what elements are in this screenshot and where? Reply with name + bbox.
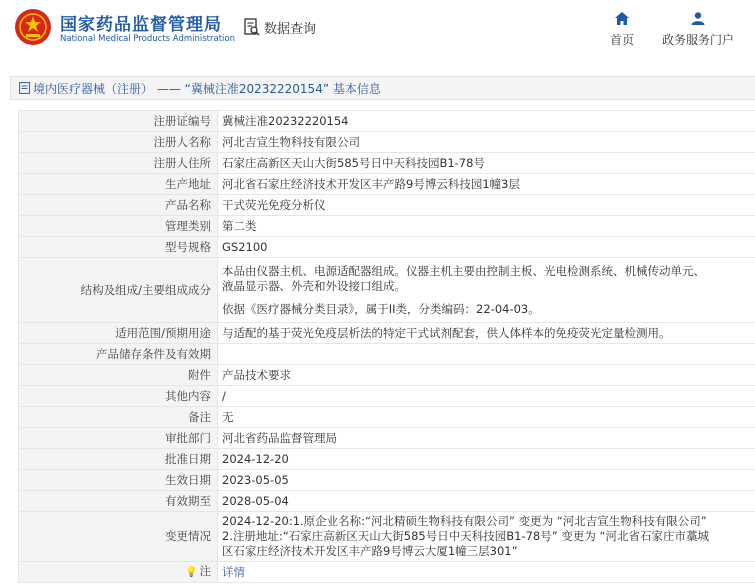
value-registrant-addr: 石家庄高新区天山大街585号日中天科技园B1-78号 [218, 153, 755, 174]
row-registrant [19, 132, 755, 153]
label-prod-addr: 生产地址 [19, 174, 218, 195]
value-product-name: 干式荧光免疫分析仪 [218, 195, 755, 216]
user-icon [691, 12, 705, 25]
structure-line-2: 液晶显示器、外壳和外设接口组成。 [222, 278, 406, 293]
site-title[interactable]: 国家药品监督管理局 [60, 15, 222, 35]
value-mgmt-class: 第二类 [218, 216, 755, 237]
data-query-label: 数据查询 [264, 21, 317, 37]
change-line-1: 2024-12-20:1.原企业名称:“河北精硕生物科技有限公司” 变更为 “河北吉宣生物科技有限公司” [222, 514, 707, 528]
search-doc-icon [244, 18, 260, 36]
value-model: GS2100 [218, 237, 755, 258]
label-other: 其他内容 [19, 386, 218, 407]
row-other [19, 386, 755, 407]
value-dept: 河北省药品监督管理局 [218, 428, 755, 449]
row-approve-date [19, 449, 755, 470]
nav-gov-label: 政务服务门户 [661, 33, 734, 47]
value-effective-date: 2023-05-05 [218, 470, 755, 491]
label-remark: 备注 [19, 407, 218, 428]
label-dept: 审批部门 [19, 428, 218, 449]
label-approve-date: 批准日期 [19, 449, 218, 470]
value-reg-no: 冀械注准20232220154 [218, 111, 755, 132]
row-scope [19, 323, 755, 344]
value-registrant: 河北吉宣生物科技有限公司 [218, 132, 755, 153]
value-prod-addr: 河北省石家庄经济技术开发区丰产路9号博云科技园1幢3层 [218, 174, 755, 195]
breadcrumb [10, 76, 755, 100]
structure-line-3: 依据《医疗器械分类目录》，属于II类，分类编码：22-04-03。 [222, 301, 540, 316]
national-emblem-icon [14, 8, 52, 46]
site-header [0, 0, 755, 68]
document-icon [19, 82, 30, 94]
breadcrumb-text: 境内医疗器械（注册） —— “冀械注准20232220154” 基本信息 [33, 81, 381, 96]
value-attachment: 产品技术要求 [218, 365, 755, 386]
row-mgmt-class [19, 216, 755, 237]
row-attachment [19, 365, 755, 386]
value-other: / [218, 386, 755, 407]
row-structure [19, 258, 755, 323]
value-expiry-date: 2028-05-04 [218, 491, 755, 512]
row-storage [19, 344, 755, 365]
label-note [19, 562, 218, 583]
label-effective-date: 生效日期 [19, 470, 218, 491]
value-approve-date: 2024-12-20 [218, 449, 755, 470]
label-structure: 结构及组成/主要组成成分 [19, 258, 218, 323]
bulb-icon: 💡 [185, 567, 198, 578]
label-model: 型号规格 [19, 237, 218, 258]
change-line-2: 2.注册地址:“石家庄高新区天山大街585号日中天科技园B1-78号” 变更为 “河北省石家庄市藁城 [222, 529, 709, 543]
row-note [19, 562, 755, 583]
label-registrant: 注册人名称 [19, 132, 218, 153]
nav-home-label: 首页 [609, 33, 634, 47]
row-reg-no [19, 111, 755, 132]
row-prod-addr [19, 174, 755, 195]
row-model [19, 237, 755, 258]
label-reg-no: 注册证编号 [19, 111, 218, 132]
site-title-en: National Medical Products Administration [60, 34, 235, 44]
label-storage: 产品储存条件及有效期 [19, 344, 218, 365]
row-expiry-date [19, 491, 755, 512]
change-line-3: 区石家庄经济技术开发区丰产路9号博云大厦1幢三层301” [222, 544, 518, 558]
label-scope: 适用范围/预期用途 [19, 323, 218, 344]
value-structure [218, 258, 755, 323]
label-expiry-date: 有效期至 [19, 491, 218, 512]
row-change [19, 512, 755, 562]
row-dept [19, 428, 755, 449]
value-scope: 与适配的基于荧光免疫层析法的特定干式试剂配套，供人体样本的免疫荧光定量检测用。 [218, 323, 755, 344]
label-change: 变更情况 [19, 512, 218, 562]
value-storage [218, 344, 755, 365]
data-query-link[interactable] [244, 16, 316, 38]
detail-table [18, 110, 755, 583]
nav-home[interactable] [606, 12, 638, 48]
row-product-name [19, 195, 755, 216]
value-note [218, 562, 755, 583]
label-mgmt-class: 管理类别 [19, 216, 218, 237]
value-remark: 无 [218, 407, 755, 428]
label-product-name: 产品名称 [19, 195, 218, 216]
home-icon [615, 12, 629, 25]
details-link[interactable]: 详情 [222, 564, 245, 579]
nav-gov-portal[interactable] [658, 12, 738, 48]
row-effective-date [19, 470, 755, 491]
structure-line-1: 本品由仪器主机、电源适配器组成。仪器主机主要由控制主板、光电检测系统、机械传动单元、 [222, 263, 705, 278]
label-registrant-addr: 注册人住所 [19, 153, 218, 174]
row-registrant-addr [19, 153, 755, 174]
row-remark [19, 407, 755, 428]
label-note-text: 注 [199, 564, 211, 578]
value-change [218, 512, 755, 562]
label-attachment: 附件 [19, 365, 218, 386]
